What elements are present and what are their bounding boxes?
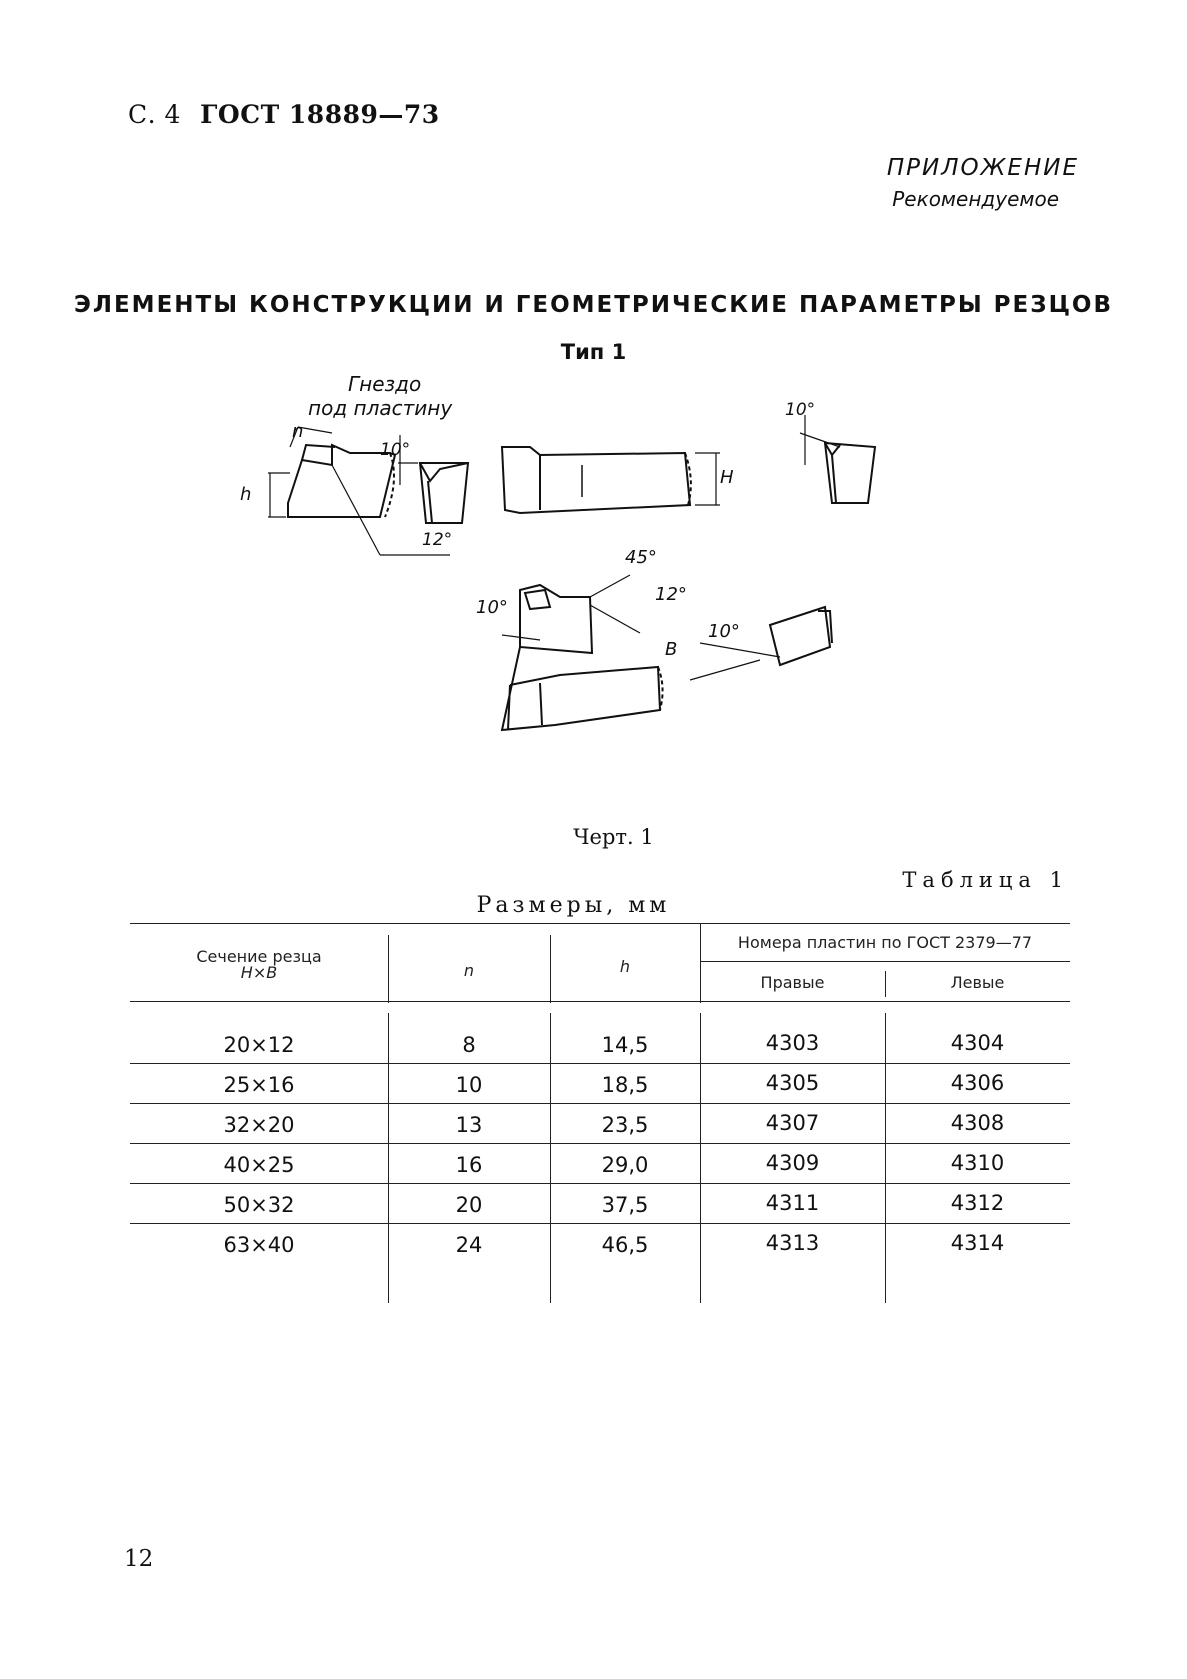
angle-10-top: 10° bbox=[380, 440, 411, 460]
cell-left: 4314 bbox=[950, 1231, 1005, 1255]
cutter-top-view bbox=[502, 447, 720, 513]
cell-h: 46,5 bbox=[601, 1233, 649, 1257]
cell-h: 18,5 bbox=[601, 1073, 649, 1097]
header-h bbox=[550, 957, 700, 976]
cell-left: 4304 bbox=[950, 1031, 1005, 1055]
cell-left: 4312 bbox=[950, 1191, 1005, 1215]
socket-label-line1: Гнездо bbox=[348, 372, 422, 396]
table-subheader-rule bbox=[700, 961, 1070, 962]
appendix-status: Рекомендуемое bbox=[892, 187, 1059, 211]
cutter-plan-view bbox=[502, 575, 663, 730]
socket-label-line2: под пластину bbox=[308, 396, 453, 420]
cell-left: 4306 bbox=[950, 1071, 1005, 1095]
cell-h: 37,5 bbox=[601, 1193, 649, 1217]
label-h: h bbox=[240, 484, 252, 505]
cell-n: 24 bbox=[455, 1233, 483, 1257]
cell-right: 4309 bbox=[765, 1151, 820, 1175]
row-rule bbox=[130, 1103, 1070, 1104]
cell-h: 23,5 bbox=[601, 1113, 649, 1137]
cell-section: 32×20 bbox=[223, 1113, 295, 1137]
page-header bbox=[128, 100, 440, 129]
header-n bbox=[388, 961, 550, 980]
table-label: Таблица 1 bbox=[902, 868, 1069, 892]
cell-h: 29,0 bbox=[601, 1153, 649, 1177]
header-section-label: Сечение резца bbox=[196, 947, 322, 966]
header-h-label: h bbox=[619, 957, 631, 976]
label-H: H bbox=[720, 467, 734, 488]
table-top-rule bbox=[130, 923, 1070, 924]
cell-n: 10 bbox=[455, 1073, 483, 1097]
angle-10-bottom-left: 10° bbox=[476, 597, 508, 618]
page-number: 12 bbox=[124, 1546, 154, 1572]
standard-number: ГОСТ 18889—73 bbox=[200, 100, 440, 129]
header-section bbox=[130, 947, 388, 982]
cell-left: 4310 bbox=[950, 1151, 1005, 1175]
header-right: Правые bbox=[760, 973, 825, 992]
header-left: Левые bbox=[950, 973, 1005, 992]
cell-left: 4308 bbox=[950, 1111, 1005, 1135]
row-rule bbox=[130, 1183, 1070, 1184]
type-label: Тип 1 bbox=[560, 340, 627, 364]
cell-n: 20 bbox=[455, 1193, 483, 1217]
page-prefix: С. 4 bbox=[128, 100, 181, 129]
header-plates: Номера пластин по ГОСТ 2379—77 bbox=[737, 933, 1033, 952]
cell-n: 13 bbox=[455, 1113, 483, 1137]
cell-h: 14,5 bbox=[601, 1033, 649, 1057]
header-n-label: n bbox=[463, 961, 475, 980]
label-n: n bbox=[292, 421, 304, 442]
cell-section: 63×40 bbox=[223, 1233, 295, 1257]
dimensions-table bbox=[130, 923, 1070, 1303]
angle-12-bottom: 12° bbox=[655, 584, 687, 605]
cell-n: 8 bbox=[462, 1033, 476, 1057]
cell-section: 40×25 bbox=[223, 1153, 295, 1177]
angle-10-bottom-right: 10° bbox=[708, 621, 740, 642]
appendix-block bbox=[887, 155, 1079, 211]
cell-right: 4307 bbox=[765, 1111, 820, 1135]
cell-section: 50×32 bbox=[223, 1193, 295, 1217]
table-title: Размеры, мм bbox=[476, 893, 671, 918]
cell-section: 20×12 bbox=[223, 1033, 295, 1057]
row-rule bbox=[130, 1223, 1070, 1224]
cell-right: 4313 bbox=[765, 1231, 820, 1255]
row-rule bbox=[130, 1143, 1070, 1144]
row-rule bbox=[130, 1063, 1070, 1064]
table-header-rule bbox=[130, 1001, 1070, 1002]
cutter-right-view bbox=[800, 415, 875, 503]
drawing-caption: Черт. 1 bbox=[573, 825, 654, 849]
label-B: B bbox=[665, 639, 678, 660]
cell-right: 4311 bbox=[765, 1191, 820, 1215]
cell-right: 4303 bbox=[765, 1031, 820, 1055]
angle-12-top: 12° bbox=[422, 530, 453, 550]
section-title: ЭЛЕМЕНТЫ КОНСТРУКЦИИ И ГЕОМЕТРИЧЕСКИЕ ПАРАМЕТРЫ РЕЗЦОВ bbox=[73, 292, 1113, 318]
cutter-insert-view bbox=[690, 607, 832, 680]
cell-section: 25×16 bbox=[223, 1073, 295, 1097]
cell-right: 4305 bbox=[765, 1071, 820, 1095]
angle-10-right: 10° bbox=[785, 400, 816, 420]
appendix-label: ПРИЛОЖЕНИЕ bbox=[886, 155, 1079, 181]
cell-n: 16 bbox=[455, 1153, 483, 1177]
angle-45: 45° bbox=[625, 547, 657, 568]
cutter-drawing bbox=[240, 372, 960, 805]
header-section-sub: H×B bbox=[240, 963, 278, 982]
